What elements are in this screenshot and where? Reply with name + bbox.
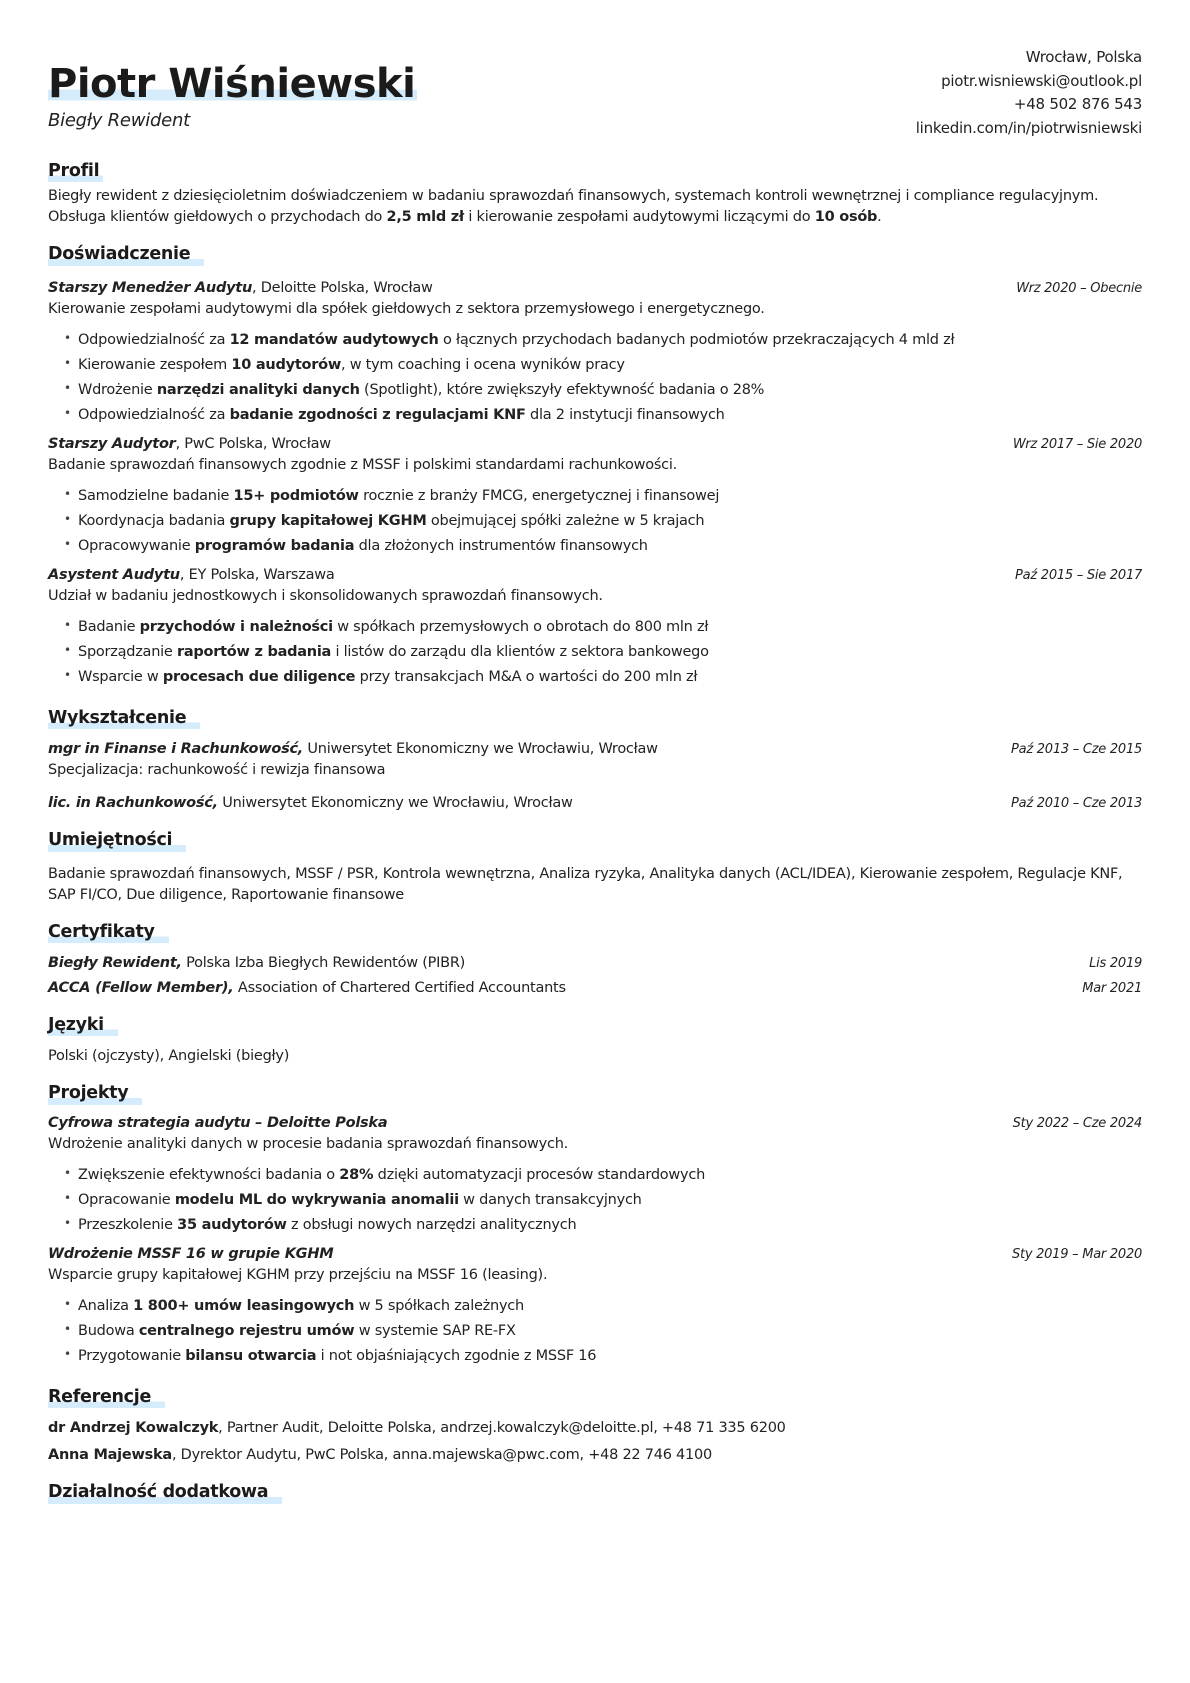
project-bullets [48, 1296, 1142, 1367]
text-segment: w danych transakcyjnych [458, 1191, 642, 1208]
education-entry [48, 739, 1142, 781]
text-segment: Przeszkolenie [78, 1216, 178, 1233]
emphasis-text: raportów z badania [176, 643, 332, 660]
text-segment: i not objaśniających zgodnie z MSSF 16 [316, 1347, 597, 1364]
bullet-item [64, 511, 1142, 532]
emphasis-text: grupy kapitałowej KGHM [229, 512, 427, 529]
text-segment: w 5 spółkach zależnych [354, 1297, 524, 1314]
reference-entry [48, 1445, 1142, 1466]
project-name: Cyfrowa strategia audytu – Deloitte Polska [48, 1114, 388, 1131]
education-title [48, 739, 658, 760]
experience-bullets [48, 617, 1142, 688]
profile-text [48, 186, 1142, 228]
bullet-item [64, 330, 1142, 351]
skills-text: Badanie sprawozdań finansowych, MSSF / PSR, Kontrola wewnętrzna, Analiza ryzyka, Analityka danych (ACL/IDEA), Kierowanie zespołem, Regulacje KNF, SAP FI/CO, Due diligence, Raportowanie finansowe [48, 865, 1123, 903]
text-segment: Przygotowanie [78, 1347, 186, 1364]
resume-header [48, 48, 1142, 141]
certificate-issuer: Polska Izba Biegłych Rewidentów (PIBR) [181, 954, 466, 971]
experience-entry [48, 278, 1142, 426]
text-segment: dla 2 instytucji finansowych [525, 406, 725, 423]
bullet-item [64, 355, 1142, 376]
section-title-references: Referencje [48, 1385, 165, 1410]
reference-details: , Dyrektor Audytu, PwC Polska, anna.majewska@pwc.com, +48 22 746 4100 [171, 1447, 712, 1464]
project-title [48, 1113, 387, 1134]
bullet-item [64, 667, 1142, 688]
school: Uniwersytet Ekonomiczny we Wrocławiu, Wrocław [217, 795, 573, 812]
emphasis-text: procesach due diligence [162, 668, 356, 685]
section-title-experience: Doświadczenie [48, 242, 204, 267]
degree: lic. in Rachunkowość, [48, 795, 218, 812]
section-skills [48, 814, 1142, 905]
contact-email[interactable]: piotr.wisniewski@outlook.pl [941, 71, 1142, 90]
bullet-item [64, 1296, 1142, 1317]
candidate-name: Piotr Wiśniewski [48, 61, 416, 107]
text-segment: rocznie z branży FMCG, energetycznej i finansowej [358, 487, 720, 504]
reference-name: dr Andrzej Kowalczyk [48, 1420, 219, 1437]
text-segment: , w tym coaching i ocena wyników pracy [340, 356, 625, 373]
education-entry [48, 793, 1142, 814]
experience-date: Wrz 2020 – Obecnie [1016, 280, 1142, 296]
organization: , PwC Polska, Wrocław [175, 435, 331, 452]
emphasis-text: 35 audytorów [177, 1216, 287, 1233]
section-title-languages: Języki [48, 1013, 118, 1038]
text-segment: Wsparcie w [78, 668, 163, 685]
project-entry [48, 1244, 1142, 1367]
project-entry [48, 1113, 1142, 1236]
bullet-item [64, 1321, 1142, 1342]
text-segment: Opracowanie [78, 1191, 175, 1208]
certificate-date: Mar 2021 [1082, 981, 1142, 996]
section-title-skills: Umiejętności [48, 828, 186, 853]
experience-date: Paź 2015 – Sie 2017 [1015, 567, 1142, 583]
section-title-certificates: Certyfikaty [48, 920, 169, 945]
text-segment: przy transakcjach M&A o wartości do 200 mln zł [355, 668, 698, 685]
bullet-item [64, 1346, 1142, 1367]
education-title [48, 793, 573, 814]
section-additional [48, 1466, 1142, 1507]
contact-location: Wrocław, Polska [1025, 48, 1142, 66]
certificate-entry [48, 978, 1142, 999]
experience-summary: Kierowanie zespołami audytowymi dla spółek giełdowych z sektora przemysłowego i energetycznego. [48, 300, 765, 317]
text-segment: Zwiększenie efektywności badania o [78, 1166, 340, 1183]
text-segment: Opracowywanie [78, 537, 195, 554]
experience-summary: Badanie sprawozdań finansowych zgodnie z MSSF i polskimi standardami rachunkowości. [48, 456, 678, 473]
project-summary: Wsparcie grupy kapitałowej KGHM przy przejściu na MSSF 16 (leasing). [48, 1266, 548, 1283]
emphasis-text: 10 osób [814, 209, 878, 226]
certificate-entry [48, 953, 1142, 974]
text-segment: z obsługi nowych narzędzi analitycznych [286, 1216, 577, 1233]
bullet-item [64, 486, 1142, 507]
emphasis-text: bilansu otwarcia [185, 1347, 317, 1364]
experience-title [48, 565, 334, 586]
position: Starszy Menedżer Audytu [48, 279, 253, 296]
text-segment: Sporządzanie [78, 643, 177, 660]
section-experience [48, 228, 1142, 688]
experience-summary: Udział w badaniu jednostkowych i skonsolidowanych sprawozdań finansowych. [48, 587, 603, 604]
bullet-item [64, 1165, 1142, 1186]
section-references [48, 1371, 1142, 1466]
text-segment: Budowa [78, 1322, 139, 1339]
emphasis-text: centralnego rejestru umów [138, 1322, 355, 1339]
contact-linkedin[interactable]: linkedin.com/in/piotrwisniewski [915, 119, 1142, 138]
organization: , Deloitte Polska, Wrocław [252, 279, 433, 296]
text-segment: Odpowiedzialność za [78, 331, 230, 348]
contact-block [916, 46, 1142, 141]
text-segment: Biegły rewident z dziesięcioletnim doświadczeniem w badaniu sprawozdań finansowych, systemach kontroli wewnętrznej i compliance regulacyjnym. Obsługa klientów giełdowych o przychodach do [48, 188, 1099, 226]
emphasis-text: narzędzi analityki danych [156, 381, 360, 398]
certificate-date: Lis 2019 [1089, 955, 1142, 971]
experience-title [48, 278, 433, 299]
bullet-item [64, 1190, 1142, 1211]
emphasis-text: 15+ podmiotów [233, 487, 359, 504]
experience-entry [48, 565, 1142, 688]
degree: mgr in Finanse i Rachunkowość, [48, 741, 304, 758]
text-segment: Koordynacja badania [78, 512, 230, 529]
emphasis-text: badanie zgodności z regulacjami KNF [229, 406, 526, 423]
text-segment: Badanie [78, 618, 140, 635]
section-projects [48, 1067, 1142, 1367]
education-date: Paź 2010 – Cze 2013 [1011, 796, 1142, 812]
emphasis-text: przychodów i należności [139, 618, 333, 635]
emphasis-text: 10 audytorów [231, 356, 341, 373]
text-segment: Wdrożenie [78, 381, 157, 398]
experience-bullets [48, 486, 1142, 557]
emphasis-text: 12 mandatów audytowych [229, 331, 439, 348]
reference-name: Anna Majewska [48, 1447, 172, 1464]
education-note: Specjalizacja: rachunkowość i rewizja finansowa [48, 762, 386, 779]
emphasis-text: programów badania [194, 537, 355, 554]
emphasis-text: 28% [339, 1166, 374, 1183]
certificate-name: Biegły Rewident, [48, 954, 182, 971]
section-title-education: Wykształcenie [48, 706, 200, 731]
bullet-item [64, 617, 1142, 638]
section-languages [48, 999, 1142, 1067]
project-name: Wdrożenie MSSF 16 w grupie KGHM [48, 1245, 334, 1262]
certificate-issuer: Association of Chartered Certified Accountants [233, 980, 566, 996]
languages-text: Polski (ojczysty), Angielski (biegły) [48, 1048, 290, 1065]
project-date: Sty 2019 – Mar 2020 [1011, 1246, 1142, 1262]
position: Asystent Audytu [48, 566, 180, 583]
text-segment: i listów do zarządu dla klientów z sektora bankowego [331, 643, 709, 660]
contact-phone[interactable]: +48 502 876 543 [1013, 95, 1142, 114]
organization: , EY Polska, Warszawa [179, 566, 335, 583]
reference-entry [48, 1418, 1142, 1439]
text-segment: obejmującej spółki zależne w 5 krajach [426, 512, 705, 529]
project-bullets [48, 1165, 1142, 1236]
text-segment: Analiza [78, 1297, 134, 1314]
section-title-additional: Działalność dodatkowa [48, 1480, 282, 1505]
project-date: Sty 2022 – Cze 2024 [1012, 1115, 1142, 1131]
experience-entry [48, 434, 1142, 557]
project-title [48, 1244, 333, 1265]
text-segment: i kierowanie zespołami audytowymi liczącymi do [464, 209, 815, 226]
experience-title [48, 434, 331, 455]
experience-date: Wrz 2017 – Sie 2020 [1012, 436, 1142, 452]
experience-bullets [48, 330, 1142, 426]
text-segment: w spółkach przemysłowych o obrotach do 800 mln zł [332, 618, 709, 635]
section-profile [48, 141, 1142, 228]
school: Uniwersytet Ekonomiczny we Wrocławiu, Wrocław [303, 741, 658, 758]
text-segment: Kierowanie zespołem [78, 356, 232, 373]
reference-details: , Partner Audit, Deloitte Polska, andrzej.kowalczyk@deloitte.pl, +48 71 335 6200 [218, 1420, 786, 1437]
section-certificates [48, 906, 1142, 999]
bullet-item [64, 642, 1142, 663]
bullet-item [64, 536, 1142, 557]
section-title-profile: Profil [48, 159, 103, 184]
emphasis-text: 2,5 mld zł [386, 209, 465, 226]
bullet-item [64, 380, 1142, 401]
section-title-projects: Projekty [48, 1081, 142, 1106]
text-segment: w systemie SAP RE-FX [354, 1322, 516, 1339]
text-segment: dzięki automatyzacji procesów standardowych [373, 1166, 706, 1183]
text-segment: Samodzielne badanie [78, 487, 234, 504]
text-segment: . [877, 209, 882, 226]
identity-block [48, 48, 417, 134]
text-segment: dla złożonych instrumentów finansowych [354, 537, 648, 554]
candidate-role: Biegły Rewident [48, 110, 190, 131]
text-segment: Odpowiedzialność za [78, 406, 230, 423]
text-segment: o łącznych przychodach badanych podmiotów przekraczających 4 mld zł [438, 331, 955, 348]
position: Starszy Audytor [48, 435, 176, 452]
bullet-item [64, 1215, 1142, 1236]
project-summary: Wdrożenie analityki danych w procesie badania sprawozdań finansowych. [48, 1135, 568, 1152]
education-date: Paź 2013 – Cze 2015 [1011, 742, 1142, 758]
section-education [48, 692, 1142, 814]
emphasis-text: modelu ML do wykrywania anomalii [174, 1191, 459, 1208]
text-segment: (Spotlight), które zwiększyły efektywność badania o 28% [359, 381, 765, 398]
certificate-name: ACCA (Fellow Member), [48, 980, 234, 996]
bullet-item [64, 405, 1142, 426]
emphasis-text: 1 800+ umów leasingowych [133, 1297, 355, 1314]
